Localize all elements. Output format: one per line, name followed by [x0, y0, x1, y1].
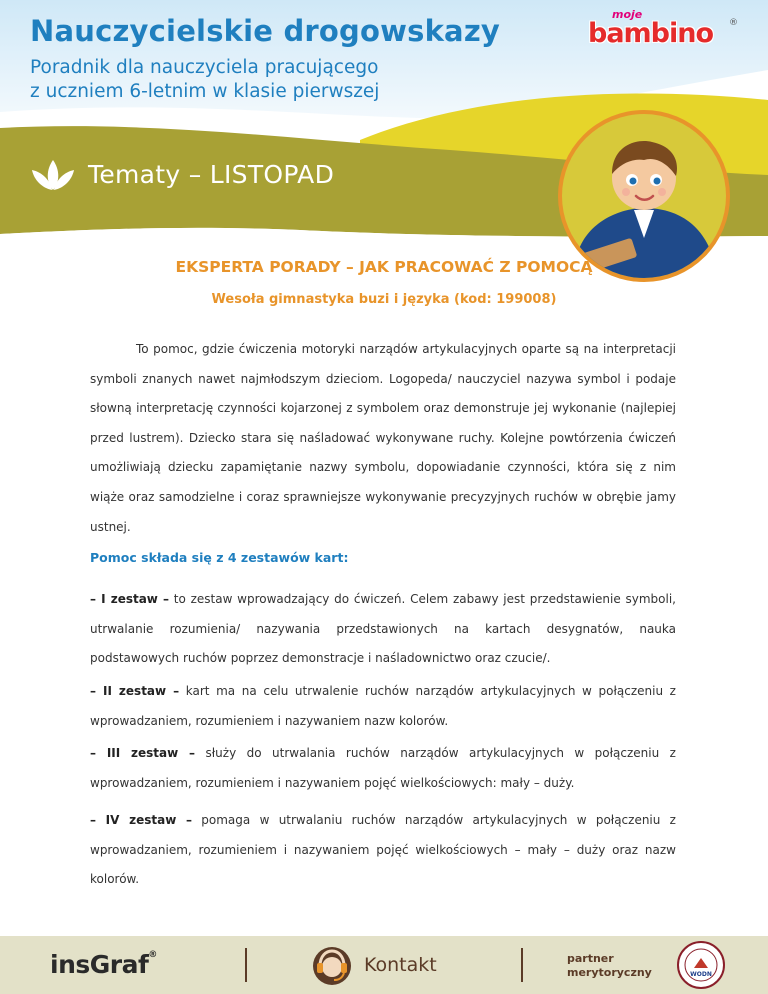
- topic-title: Tematy – LISTOPAD: [88, 160, 335, 189]
- insgraf-wordmark: insGraf: [50, 950, 149, 979]
- brand-title: Nauczycielskie drogowskazy: [30, 14, 501, 48]
- partner-label-line-1: partner: [567, 952, 614, 965]
- card-set-label: – III zestaw –: [90, 746, 196, 760]
- card-set-3: [90, 739, 676, 798]
- footer-divider: [245, 948, 247, 982]
- card-set-label: – IV zestaw –: [90, 813, 192, 827]
- partner-label: [567, 952, 652, 980]
- footer-divider: [521, 948, 523, 982]
- headset-icon[interactable]: [312, 946, 352, 986]
- logo-bambino: bambino: [588, 18, 714, 49]
- footer: [0, 936, 768, 994]
- logo-registered-mark: ®: [729, 18, 738, 28]
- card-set-text: to zestaw wprowadzający do ćwiczeń. Celem zabawy jest przedstawienie symboli, utrwalanie rozumienia/ nazywania przedstawionych na kartach desygnatów, nauka podstawowych ruchów poprzez demonstracje i naśladownictwo oraz czucie/.: [90, 592, 676, 666]
- card-set-text: pomaga w utrwalaniu ruchów narządów artykulacyjnych w połączeniu z wprowadzaniem, rozumieniem i nazywaniem pojęć wielkościowych – mały – duży oraz nazw kolorów.: [90, 813, 676, 887]
- subtitle-line-2: z uczniem 6-letnim w klasie pierwszej: [30, 81, 380, 102]
- logo-moje: moje: [612, 8, 643, 21]
- leaf-bird-icon: [28, 158, 78, 192]
- brand-subtitle: [30, 56, 379, 104]
- subtitle-line-1: Poradnik dla nauczyciela pracującego: [30, 57, 379, 78]
- partner-label-line-2: merytoryczny: [567, 966, 652, 979]
- card-set-label: – II zestaw –: [90, 684, 180, 698]
- section-heading: EKSPERTA PORADY – JAK PRACOWAĆ Z POMOCĄ: [175, 258, 593, 276]
- insgraf-registered-mark: ®: [148, 950, 157, 960]
- product-subheading: Wesoła gimnastyka buzi i języka (kod: 199008): [211, 292, 557, 307]
- card-set-text: służy do utrwalania ruchów narządów artykulacyjnych w połączeniu z wprowadzaniem, rozumieniem i nazywaniem pojęć wielkościowych: mały – duży.: [90, 746, 676, 790]
- parts-heading: Pomoc składa się z 4 zestawów kart:: [90, 550, 349, 565]
- seal-text: WODN: [690, 971, 712, 978]
- card-set-text: kart ma na celu utrwalenie ruchów narządów artykulacyjnych w połączeniu z wprowadzaniem, rozumieniem i nazywaniem nazw kolorów.: [90, 684, 676, 728]
- card-set-2: [90, 677, 676, 736]
- wodn-seal-icon[interactable]: [676, 940, 726, 990]
- card-set-label: – I zestaw –: [90, 592, 170, 606]
- intro-paragraph: To pomoc, gdzie ćwiczenia motoryki narządów artykulacyjnych oparte są na interpretacji symboli znanych nawet najmłodszym dzieciom. Logopeda/ nauczyciel nazywa symbol i podaje słowną interpretację czynności kojarzonej z symbolem oraz demonstruje jej wykonanie (najlepiej przed lustrem). Dziecko stara się naśladować wykonywane ruchy. Kolejne powtórzenia ćwiczeń umożliwiają dziecku zapamiętanie nazwy symbolu, dopowiadanie czynności, która się z nim wiąże oraz samodzielne i coraz sprawniejsze wykonywanie precyzyjnych ruchów w obrębie jamy ustnej.: [90, 342, 676, 534]
- card-set-4: [90, 806, 676, 895]
- insgraf-logo[interactable]: [50, 950, 157, 979]
- card-set-1: [90, 585, 676, 674]
- bambino-logo[interactable]: [588, 8, 738, 48]
- contact-link[interactable]: Kontakt: [364, 954, 437, 976]
